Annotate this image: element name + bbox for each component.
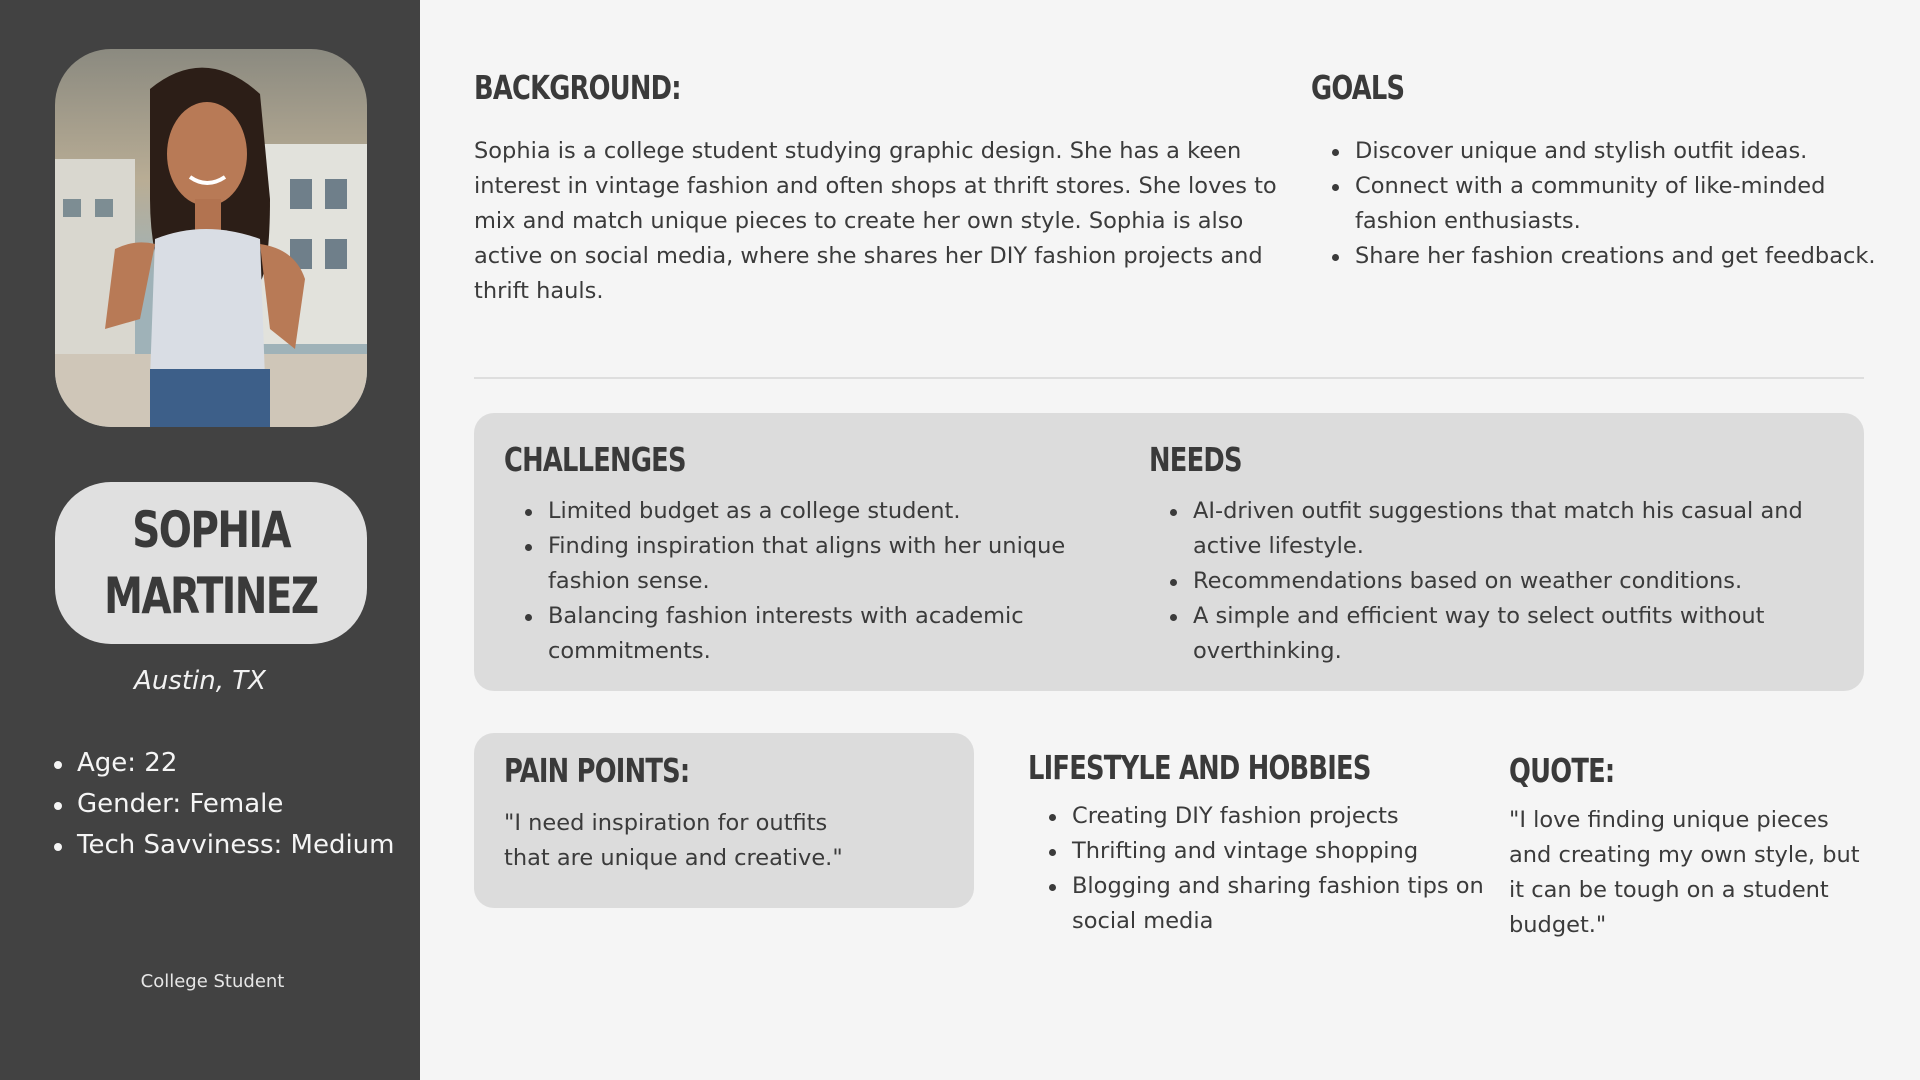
needs-item: Recommendations based on weather conditions.	[1149, 564, 1829, 599]
persona-photo-illustration	[55, 49, 367, 427]
persona-first-name: SOPHIA	[132, 501, 290, 559]
needs-heading: NEEDS	[1149, 440, 1242, 479]
background-heading: BACKGROUND:	[474, 68, 681, 107]
challenges-item: Balancing fashion interests with academic commitments.	[504, 599, 1144, 669]
lifestyle-heading: LIFESTYLE AND HOBBIES	[1028, 748, 1371, 787]
lifestyle-item: Blogging and sharing fashion tips on social media	[1028, 869, 1488, 939]
background-text: Sophia is a college student studying graphic design. She has a keen interest in vintage fashion and often shops at thrift stores. She loves to mix and match unique pieces to create her own style. Sophia is also active on social media, where she shares her DIY fashion projects and thrift hauls.	[474, 138, 1277, 304]
goals-item: Discover unique and stylish outfit ideas.	[1311, 134, 1881, 169]
persona-photo	[55, 49, 367, 427]
pain-points-heading: PAIN POINTS:	[504, 751, 690, 790]
pain-points-text: "I need inspiration for outfits that are unique and creative."	[504, 810, 843, 871]
needs-item: A simple and efficient way to select outfits without overthinking.	[1149, 599, 1829, 669]
persona-name-badge	[55, 482, 367, 644]
challenges-item: Limited budget as a college student.	[504, 494, 1144, 529]
persona-facts-list	[52, 743, 394, 866]
quote-text: "I love finding unique pieces and creating my own style, but it can be tough on a student budget."	[1509, 807, 1860, 938]
quote-heading: QUOTE:	[1509, 751, 1615, 790]
challenges-heading: CHALLENGES	[504, 440, 686, 479]
goals-item: Share her fashion creations and get feedback.	[1311, 239, 1881, 274]
challenges-item: Finding inspiration that aligns with her unique fashion sense.	[504, 529, 1144, 599]
needs-list	[1149, 494, 1829, 669]
goals-heading: GOALS	[1311, 68, 1405, 107]
lifestyle-item: Creating DIY fashion projects	[1028, 799, 1488, 834]
lifestyle-list	[1028, 799, 1488, 939]
lifestyle-item: Thrifting and vintage shopping	[1028, 834, 1488, 869]
persona-fact-gender: Gender: Female	[52, 784, 394, 825]
needs-item: AI-driven outfit suggestions that match his casual and active lifestyle.	[1149, 494, 1829, 564]
persona-fact-age: Age: 22	[52, 743, 394, 784]
persona-fact-tech: Tech Savviness: Medium	[52, 825, 394, 866]
persona-sidebar	[0, 0, 420, 1080]
goals-item: Connect with a community of like-minded fashion enthusiasts.	[1311, 169, 1881, 239]
persona-last-name: MARTINEZ	[104, 567, 318, 625]
section-divider	[474, 377, 1864, 379]
goals-list	[1311, 134, 1881, 274]
persona-location: Austin, TX	[134, 666, 266, 696]
persona-occupation: College Student	[140, 971, 285, 992]
challenges-list	[504, 494, 1144, 669]
